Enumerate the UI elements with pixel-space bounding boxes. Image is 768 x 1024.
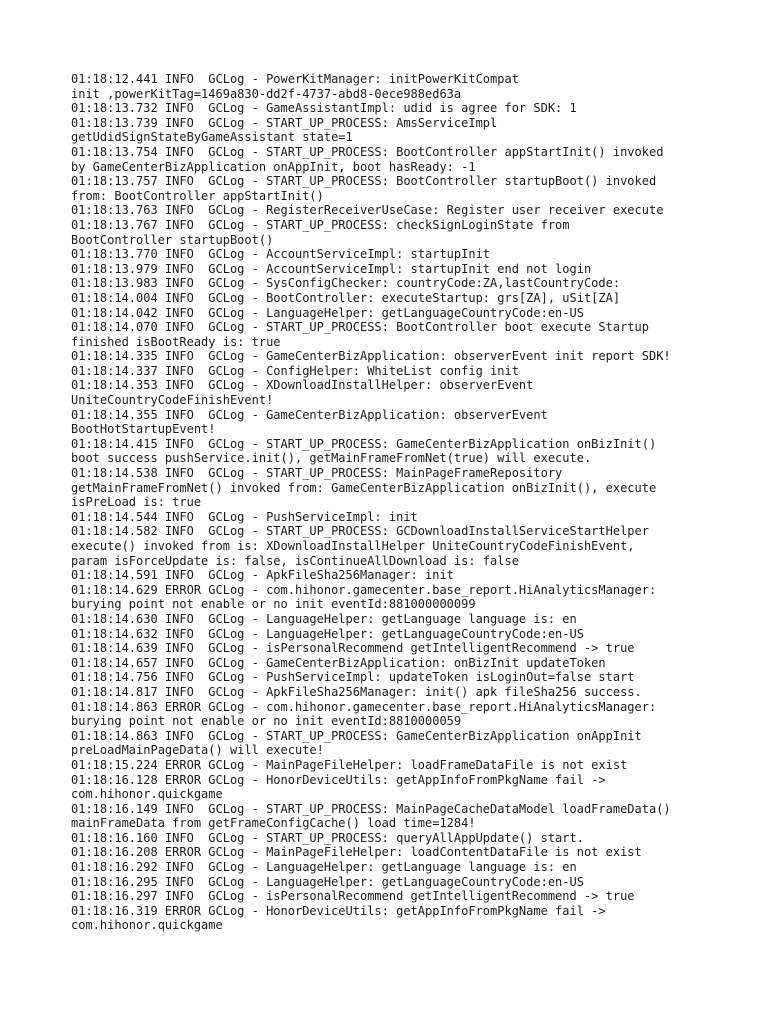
log-line: 01:18:14.538 INFO GCLog - START_UP_PROCESS: MainPageFrameRepository	[71, 466, 563, 481]
log-line: 01:18:14.629 ERROR GCLog - com.hihonor.gamecenter.base_report.HiAnalyticsManager:	[71, 582, 657, 597]
log-line: BootController startupBoot()	[71, 232, 274, 247]
log-line: 01:18:14.042 INFO GCLog - LanguageHelper: getLanguageCountryCode:en-US	[71, 305, 584, 320]
log-line: 01:18:14.544 INFO GCLog - PushServiceImpl: init	[71, 509, 418, 524]
log-line: isPreLoad is: true	[71, 495, 202, 510]
log-line: 01:18:14.630 INFO GCLog - LanguageHelper: getLanguage language is: en	[71, 611, 577, 626]
log-line: 01:18:16.208 ERROR GCLog - MainPageFileHelper: loadContentDataFile is not exist	[71, 845, 642, 860]
log-line: 01:18:14.335 INFO GCLog - GameCenterBizApplication: observerEvent init report SDK!	[71, 349, 671, 364]
log-line: 01:18:14.070 INFO GCLog - START_UP_PROCESS: BootController boot execute Startup	[71, 320, 649, 335]
log-line: burying point not enable or no init eventId:8810000059	[71, 714, 462, 729]
log-line: 01:18:14.632 INFO GCLog - LanguageHelper: getLanguageCountryCode:en-US	[71, 626, 584, 641]
log-line: 01:18:13.983 INFO GCLog - SysConfigChecker: countryCode:ZA,lastCountryCode:	[71, 276, 621, 291]
log-line: 01:18:14.756 INFO GCLog - PushServiceImpl: updateToken isLoginOut=false start	[71, 670, 635, 685]
log-line: 01:18:13.770 INFO GCLog - AccountServiceImpl: startupInit	[71, 247, 491, 262]
log-line: preLoadMainPageData() will execute!	[71, 743, 324, 758]
log-line: mainFrameData from getFrameConfigCache() load time=1284!	[71, 816, 476, 831]
log-line: 01:18:15.224 ERROR GCLog - MainPageFileHelper: loadFrameDataFile is not exist	[71, 757, 628, 772]
log-line: 01:18:13.757 INFO GCLog - START_UP_PROCESS: BootController startupBoot() invoked	[71, 174, 657, 189]
log-line: 01:18:16.292 INFO GCLog - LanguageHelper: getLanguage language is: en	[71, 860, 577, 875]
log-line: 01:18:14.415 INFO GCLog - START_UP_PROCESS: GameCenterBizApplication onBizInit()	[71, 436, 657, 451]
log-line: 01:18:13.767 INFO GCLog - START_UP_PROCESS: checkSignLoginState from	[71, 217, 570, 232]
log-line: execute() invoked from is: XDownloadInstallHelper UniteCountryCodeFinishEvent,	[71, 539, 635, 553]
log-line: 01:18:14.582 INFO GCLog - START_UP_PROCESS: GCDownloadInstallServiceStartHelper	[71, 524, 649, 539]
log-line: from: BootController appStartInit()	[71, 188, 324, 203]
log-line: finished isBootReady is: true	[71, 334, 281, 349]
log-line: 01:18:14.355 INFO GCLog - GameCenterBizApplication: observerEvent	[71, 407, 548, 422]
log-line: com.hihonor.quickgame	[71, 918, 223, 933]
log-line: boot success pushService.init(), getMainFrameFromNet(true) will execute.	[71, 451, 592, 466]
log-line: 01:18:13.979 INFO GCLog - AccountServiceImpl: startupInit end not login	[71, 261, 592, 276]
log-line: 01:18:13.763 INFO GCLog - RegisterReceiverUseCase: Register user receiver execute	[71, 203, 664, 218]
log-line: param isForceUpdate is: false, isContinueAllDownload is: false	[71, 553, 519, 568]
log-line: UniteCountryCodeFinishEvent!	[71, 393, 274, 408]
log-line: 01:18:13.739 INFO GCLog - START_UP_PROCESS: AmsServiceImpl	[71, 115, 498, 130]
log-line: 01:18:16.319 ERROR GCLog - HonorDeviceUtils: getAppInfoFromPkgName fail ->	[71, 903, 606, 918]
log-line: 01:18:13.732 INFO GCLog - GameAssistantImpl: udid is agree for SDK: 1	[71, 101, 577, 116]
log-line: 01:18:16.297 INFO GCLog - isPersonalRecommend getIntelligentRecommend -> true	[71, 889, 635, 904]
log-line: 01:18:14.353 INFO GCLog - XDownloadInstallHelper: observerEvent	[71, 378, 534, 393]
log-line: 01:18:14.817 INFO GCLog - ApkFileSha256Manager: init() apk fileSha256 success.	[71, 684, 642, 699]
log-line: 01:18:16.295 INFO GCLog - LanguageHelper: getLanguageCountryCode:en-US	[71, 874, 584, 889]
log-line: 01:18:14.337 INFO GCLog - ConfigHelper: WhiteList config init	[71, 363, 519, 378]
log-line: getMainFrameFromNet() invoked from: GameCenterBizApplication onBizInit(), execute	[71, 480, 657, 495]
log-line: 01:18:14.639 INFO GCLog - isPersonalRecommend getIntelligentRecommend -> true	[71, 641, 635, 656]
log-line: by GameCenterBizApplication onAppInit, boot hasReady: -1	[71, 159, 476, 174]
log-line: 01:18:16.160 INFO GCLog - START_UP_PROCESS: queryAllAppUpdate() start.	[71, 830, 584, 845]
log-line: getUdidSignStateByGameAssistant state=1	[71, 130, 353, 145]
log-line: 01:18:14.657 INFO GCLog - GameCenterBizApplication: onBizInit updateToken	[71, 655, 606, 670]
log-line: burying point not enable or no init eventId:881000000099	[71, 597, 476, 612]
log-line: 01:18:12.441 INFO GCLog - PowerKitManager: initPowerKitCompat	[71, 72, 519, 86]
log-line: 01:18:14.004 INFO GCLog - BootController: executeStartup: grs[ZA], uSit[ZA]	[71, 290, 621, 305]
log-line: 01:18:14.863 INFO GCLog - START_UP_PROCESS: GameCenterBizApplication onAppInit	[71, 728, 642, 743]
log-line: init ,powerKitTag=1469a830-dd2f-4737-abd8-0ece988ed63a	[71, 86, 462, 101]
log-document	[71, 72, 761, 933]
log-line: 01:18:14.591 INFO GCLog - ApkFileSha256Manager: init	[71, 568, 454, 583]
log-line: 01:18:16.128 ERROR GCLog - HonorDeviceUtils: getAppInfoFromPkgName fail ->	[71, 772, 606, 787]
log-line: com.hihonor.quickgame	[71, 787, 223, 802]
log-line: 01:18:16.149 INFO GCLog - START_UP_PROCESS: MainPageCacheDataModel loadFrameData()	[71, 801, 671, 816]
log-line: 01:18:14.863 ERROR GCLog - com.hihonor.gamecenter.base_report.HiAnalyticsManager:	[71, 699, 657, 714]
log-line: 01:18:13.754 INFO GCLog - START_UP_PROCESS: BootController appStartInit() invoked	[71, 144, 664, 159]
log-line: BootHotStartupEvent!	[71, 422, 216, 437]
